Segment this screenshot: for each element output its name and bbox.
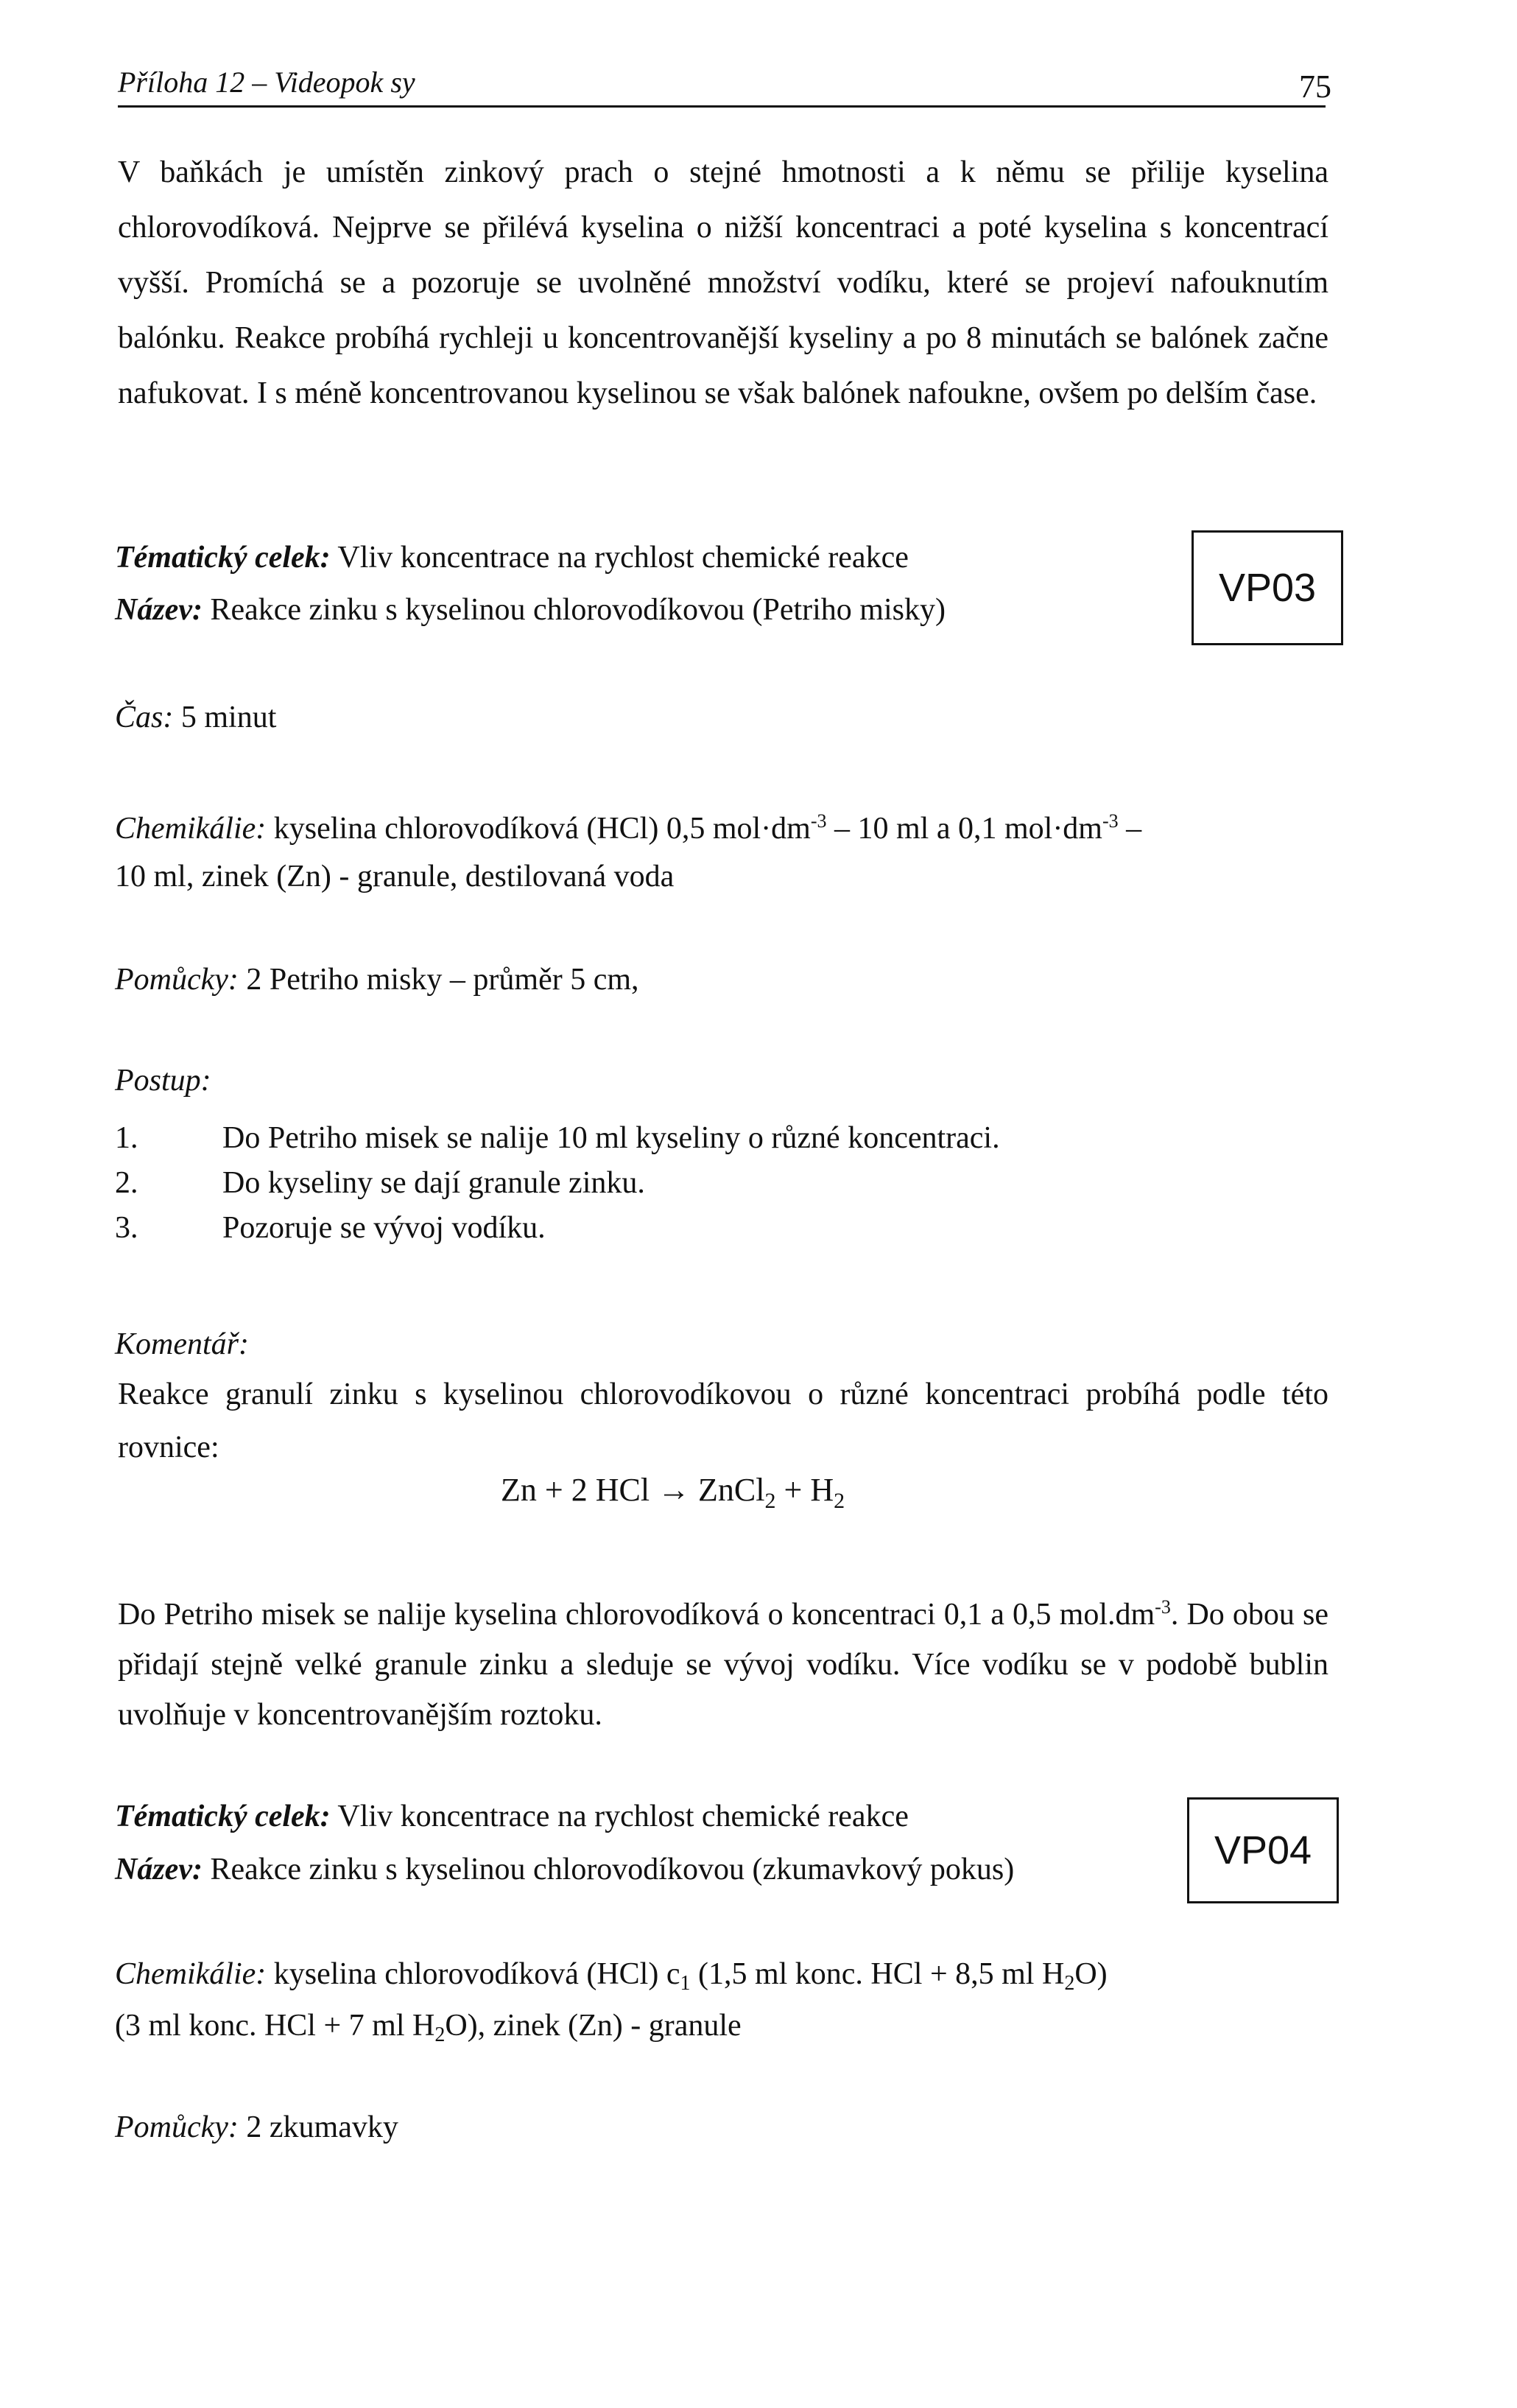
vp03-name-value: Reakce zinku s kyselinou chlorovodíkovou (Petriho misky) xyxy=(202,593,946,627)
vp03-comment-text: Reakce granulí zinku s kyselinou chlorovodíkovou o různé koncentraci probíhá podle této rovnice: xyxy=(118,1377,1328,1464)
vp03-tools xyxy=(115,958,639,1002)
vp03-time xyxy=(115,695,276,740)
vp03-tools-label: Pomůcky: xyxy=(115,963,239,997)
procedure-step xyxy=(115,1161,1000,1206)
vp04-chemicals xyxy=(115,1952,1108,2000)
vp04-chem-part-b: (1,5 ml konc. HCl + 8,5 ml H xyxy=(690,1957,1065,1991)
vp04-name-label: Název: xyxy=(115,1853,203,1886)
vp04-chemicals-label: Chemikálie: xyxy=(115,1957,267,1991)
vp03-code-box xyxy=(1192,530,1343,645)
vp04-chem2-part-b: O), zinek (Zn) - granule xyxy=(445,2009,742,2043)
procedure-step xyxy=(115,1116,1000,1161)
vp04-chemicals-line2 xyxy=(115,2004,742,2051)
vp04-chem2-sub: 2 xyxy=(434,2023,446,2046)
step-number: 1. xyxy=(115,1121,138,1155)
vp03-tools-value: 2 Petriho misky – průměr 5 cm, xyxy=(238,963,639,997)
vp03-code: VP03 xyxy=(1218,566,1317,610)
vp03-procedure-label: Postup: xyxy=(115,1064,211,1098)
vp04-name xyxy=(115,1847,1014,1892)
vp03-time-value: 5 minut xyxy=(173,701,277,734)
step-text: Pozoruje se vývoj vodíku. xyxy=(222,1211,546,1245)
vp04-code-box xyxy=(1187,1797,1339,1903)
vp04-chem-part-c: O) xyxy=(1074,1957,1108,1991)
header-rule xyxy=(118,105,1326,108)
running-header-title: Příloha 12 – Videopok sy xyxy=(118,66,415,99)
reaction-arrow-icon: → xyxy=(658,1472,691,1508)
vp03-chemicals xyxy=(115,799,1141,851)
vp04-tools xyxy=(115,2105,398,2149)
vp04-code: VP04 xyxy=(1214,1828,1312,1872)
equation-product-2: + H xyxy=(775,1472,834,1508)
vp04-tools-value: 2 zkumavky xyxy=(238,2110,398,2144)
step-text: Do Petriho misek se nalije 10 ml kyseliny o různé koncentraci. xyxy=(222,1121,1000,1155)
vp03-theme xyxy=(115,536,909,580)
step-number: 3. xyxy=(115,1211,138,1245)
vp03-closing-paragraph xyxy=(118,1582,1328,1740)
closing-part-a: Do Petriho misek se nalije kyselina chlorovodíková o koncentraci 0,1 a 0,5 mol.dm xyxy=(118,1598,1155,1632)
vp04-theme-label: Tématický celek: xyxy=(115,1800,331,1833)
vp03-chem-part-b: – 10 ml a 0,1 mol·dm xyxy=(826,812,1102,846)
vp03-chem-exp-2: -3 xyxy=(1102,810,1119,832)
reaction-equation xyxy=(501,1471,845,1513)
vp03-time-label: Čas: xyxy=(115,701,174,734)
vp03-theme-label: Tématický celek: xyxy=(115,541,331,575)
equation-sub-2: 2 xyxy=(834,1489,845,1513)
equation-sub-1: 2 xyxy=(764,1489,776,1513)
vp03-chemicals-line2: 10 ml, zinek (Zn) - granule, destilovaná voda xyxy=(115,860,675,894)
procedure-step xyxy=(115,1206,1000,1251)
vp03-procedure-list xyxy=(115,1116,1000,1251)
vp03-theme-value: Vliv koncentrace na rychlost chemické reakce xyxy=(330,541,909,575)
vp03-chem-part-c: – xyxy=(1118,812,1142,846)
vp03-chem-exp-1: -3 xyxy=(810,810,827,832)
equation-reactants: Zn + 2 HCl xyxy=(501,1472,650,1508)
closing-exponent: -3 xyxy=(1155,1596,1171,1618)
intro-paragraph: V baňkách je umístěn zinkový prach o stejné hmotnosti a k němu se přilije kyselina chlorovodíková. Nejprve se přilévá kyselina o nižší koncentraci a poté kyselina s koncentrací vyšší. Promíchá se a pozoruje se uvolněné množství vodíku, které se projeví nafouknutím balónku. Reakce probíhá rychleji u koncentrovanější kyseliny a po 8 minutách se balónek začne nafukovat. I s méně koncentrovanou kyselinou se však balónek nafoukne, ovšem po delším čase. xyxy=(118,155,1328,410)
vp03-chemicals-label: Chemikálie: xyxy=(115,812,267,846)
vp03-comment-label: Komentář: xyxy=(115,1327,249,1361)
closing-part-b: . Do obou se přidají stejně velké granule zinku a sleduje se vývoj vodíku. Více vodíku se v podobě bublin uvolňuje v koncentrovanějším roztoku. xyxy=(118,1598,1328,1732)
vp04-chem-sub-1: 1 xyxy=(680,1972,691,1995)
vp03-name xyxy=(115,588,946,632)
vp04-theme xyxy=(115,1794,909,1839)
vp04-chem-sub-2: 2 xyxy=(1064,1972,1075,1995)
step-text: Do kyseliny se dají granule zinku. xyxy=(222,1166,645,1200)
vp04-chem-part-a: kyselina chlorovodíková (HCl) c xyxy=(266,1957,680,1991)
vp04-theme-value: Vliv koncentrace na rychlost chemické reakce xyxy=(330,1800,909,1833)
equation-product-1: ZnCl xyxy=(698,1472,765,1508)
vp03-chem-part-a: kyselina chlorovodíková (HCl) 0,5 mol·dm xyxy=(266,812,811,846)
vp04-name-value: Reakce zinku s kyselinou chlorovodíkovou (zkumavkový pokus) xyxy=(202,1853,1015,1886)
step-number: 2. xyxy=(115,1166,138,1200)
vp04-chem2-part-a: (3 ml konc. HCl + 7 ml H xyxy=(115,2009,435,2043)
vp03-name-label: Název: xyxy=(115,593,203,627)
vp04-tools-label: Pomůcky: xyxy=(115,2110,239,2144)
page-number: 75 xyxy=(1299,69,1331,105)
